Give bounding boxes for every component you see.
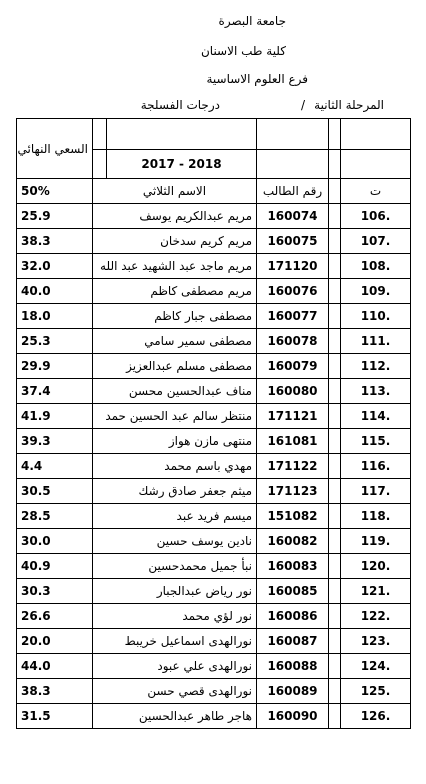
gap-cell: [329, 704, 341, 729]
name-header: الاسم الثلاثي: [93, 179, 257, 204]
student-id-cell: 160085: [257, 579, 329, 604]
row-number-cell: 124.: [341, 654, 411, 679]
gap-cell: [329, 404, 341, 429]
student-name-cell: نورالهدى علي عبود: [93, 654, 257, 679]
gap-cell: [329, 379, 341, 404]
student-name-cell: نورالهدى اسماعيل خريبط: [93, 629, 257, 654]
score-cell: 30.5: [17, 479, 93, 504]
student-id-cell: 171123: [257, 479, 329, 504]
student-id-cell: 171122: [257, 454, 329, 479]
college-title: كلية طب الاسنان: [200, 44, 286, 58]
score-cell: 26.6: [17, 604, 93, 629]
gap-cell: [329, 204, 341, 229]
student-name-cell: هاجر طاهر عبدالحسين: [93, 704, 257, 729]
student-id-cell: 160079: [257, 354, 329, 379]
gap-cell: [329, 579, 341, 604]
branch-title: فرع العلوم الاساسية: [206, 72, 308, 86]
student-name-cell: منتهى مازن هواز: [93, 429, 257, 454]
student-id-cell: 160087: [257, 629, 329, 654]
row-number-cell: 109.: [341, 279, 411, 304]
score-cell: 37.4: [17, 379, 93, 404]
row-number-cell: 125.: [341, 679, 411, 704]
gap-cell: [329, 454, 341, 479]
gap-cell: [329, 354, 341, 379]
gap-cell: [329, 679, 341, 704]
row-number-cell: 115.: [341, 429, 411, 454]
row-number-cell: 107.: [341, 229, 411, 254]
row-number-cell: 112.: [341, 354, 411, 379]
blank-row: [17, 119, 411, 150]
student-name-cell: نور رياض عبدالجبار: [93, 579, 257, 604]
student-id-cell: 161081: [257, 429, 329, 454]
table-row: [17, 454, 411, 479]
table-row: [17, 204, 411, 229]
row-number-cell: 123.: [341, 629, 411, 654]
gap-cell: [329, 329, 341, 354]
table-row: [17, 579, 411, 604]
student-id-cell: 171121: [257, 404, 329, 429]
table-row: [17, 479, 411, 504]
gap-cell: [329, 429, 341, 454]
student-name-cell: نور لؤي محمد: [93, 604, 257, 629]
student-id-cell: 160080: [257, 379, 329, 404]
table-row: [17, 329, 411, 354]
table-row: [17, 629, 411, 654]
row-number-cell: 106.: [341, 204, 411, 229]
student-id-cell: 160082: [257, 529, 329, 554]
student-name-cell: نبأ جميل محمدحسين: [93, 554, 257, 579]
id-header: رقم الطالب: [257, 179, 329, 204]
gap-cell: [329, 629, 341, 654]
column-header-row: [17, 179, 411, 204]
score-cell: 38.3: [17, 229, 93, 254]
student-name-cell: مريم ماجد عبد الشهيد عبد الله: [93, 254, 257, 279]
number-header: ت: [341, 179, 411, 204]
score-cell: 30.0: [17, 529, 93, 554]
table-row: [17, 379, 411, 404]
student-id-cell: 160078: [257, 329, 329, 354]
student-id-cell: 171120: [257, 254, 329, 279]
student-id-cell: 160089: [257, 679, 329, 704]
row-number-cell: 121.: [341, 579, 411, 604]
student-id-cell: 160083: [257, 554, 329, 579]
table-row: [17, 554, 411, 579]
student-name-cell: مناف عبدالحسين محسن: [93, 379, 257, 404]
row-number-cell: 126.: [341, 704, 411, 729]
table-row: [17, 304, 411, 329]
student-name-cell: مهدي باسم محمد: [93, 454, 257, 479]
score-header: 50%: [17, 179, 93, 204]
student-id-cell: 151082: [257, 504, 329, 529]
subject-label: درجات الفسلجة: [140, 98, 220, 112]
gap-cell: [329, 479, 341, 504]
stage-label: المرحلة الثانية: [314, 98, 384, 112]
gap-cell: [329, 554, 341, 579]
gap-cell: [329, 279, 341, 304]
table-row: [17, 504, 411, 529]
gap-cell: [329, 504, 341, 529]
student-name-cell: نورالهدى قصي حسن: [93, 679, 257, 704]
table-row: [17, 404, 411, 429]
row-number-cell: 119.: [341, 529, 411, 554]
academic-year: 2017 - 2018: [107, 150, 257, 179]
student-id-cell: 160090: [257, 704, 329, 729]
table-row: [17, 429, 411, 454]
row-number-cell: 117.: [341, 479, 411, 504]
score-cell: 40.0: [17, 279, 93, 304]
row-number-cell: 108.: [341, 254, 411, 279]
score-cell: 25.3: [17, 329, 93, 354]
score-cell: 29.9: [17, 354, 93, 379]
student-id-cell: 160076: [257, 279, 329, 304]
table-row: [17, 604, 411, 629]
row-number-cell: 118.: [341, 504, 411, 529]
row-number-cell: 110.: [341, 304, 411, 329]
student-name-cell: منتظر سالم عبد الحسين حمد: [93, 404, 257, 429]
table-row: [17, 654, 411, 679]
score-cell: 28.5: [17, 504, 93, 529]
table-row: [17, 679, 411, 704]
table-row: [17, 354, 411, 379]
student-name-cell: مصطفى جبار كاظم: [93, 304, 257, 329]
student-id-cell: 160077: [257, 304, 329, 329]
row-number-cell: 111.: [341, 329, 411, 354]
table-row: [17, 279, 411, 304]
gap-cell: [329, 229, 341, 254]
score-cell: 38.3: [17, 679, 93, 704]
gap-cell: [329, 529, 341, 554]
grades-table: [16, 118, 411, 729]
student-name-cell: نادين يوسف حسين: [93, 529, 257, 554]
gap-cell: [329, 604, 341, 629]
effort-label: السعي النهائي: [17, 119, 93, 179]
student-name-cell: مريم كريم سدخان: [93, 229, 257, 254]
score-cell: 18.0: [17, 304, 93, 329]
score-cell: 4.4: [17, 454, 93, 479]
row-number-cell: 114.: [341, 404, 411, 429]
table-row: [17, 529, 411, 554]
row-number-cell: 122.: [341, 604, 411, 629]
student-name-cell: ميثم جعفر صادق رشك: [93, 479, 257, 504]
row-number-cell: 113.: [341, 379, 411, 404]
student-name-cell: مصطفى سمير سامي: [93, 329, 257, 354]
table-row: [17, 254, 411, 279]
student-name-cell: ميسم فريد عبد: [93, 504, 257, 529]
row-number-cell: 116.: [341, 454, 411, 479]
student-name-cell: مريم عبدالكريم يوسف: [93, 204, 257, 229]
student-id-cell: 160088: [257, 654, 329, 679]
score-cell: 20.0: [17, 629, 93, 654]
student-name-cell: مريم مصطفى كاظم: [93, 279, 257, 304]
row-number-cell: 120.: [341, 554, 411, 579]
score-cell: 30.3: [17, 579, 93, 604]
university-title: جامعة البصرة: [218, 14, 286, 28]
student-id-cell: 160075: [257, 229, 329, 254]
student-name-cell: مصطفى مسلم عبدالعزيز: [93, 354, 257, 379]
gap-cell: [329, 304, 341, 329]
score-cell: 32.0: [17, 254, 93, 279]
student-id-cell: 160074: [257, 204, 329, 229]
score-cell: 39.3: [17, 429, 93, 454]
table-row: [17, 229, 411, 254]
separator-slash: /: [300, 98, 306, 112]
table-row: [17, 704, 411, 729]
score-cell: 44.0: [17, 654, 93, 679]
gap-cell: [329, 654, 341, 679]
score-cell: 31.5: [17, 704, 93, 729]
score-cell: 40.9: [17, 554, 93, 579]
gap-cell: [329, 254, 341, 279]
score-cell: 25.9: [17, 204, 93, 229]
score-cell: 41.9: [17, 404, 93, 429]
student-id-cell: 160086: [257, 604, 329, 629]
